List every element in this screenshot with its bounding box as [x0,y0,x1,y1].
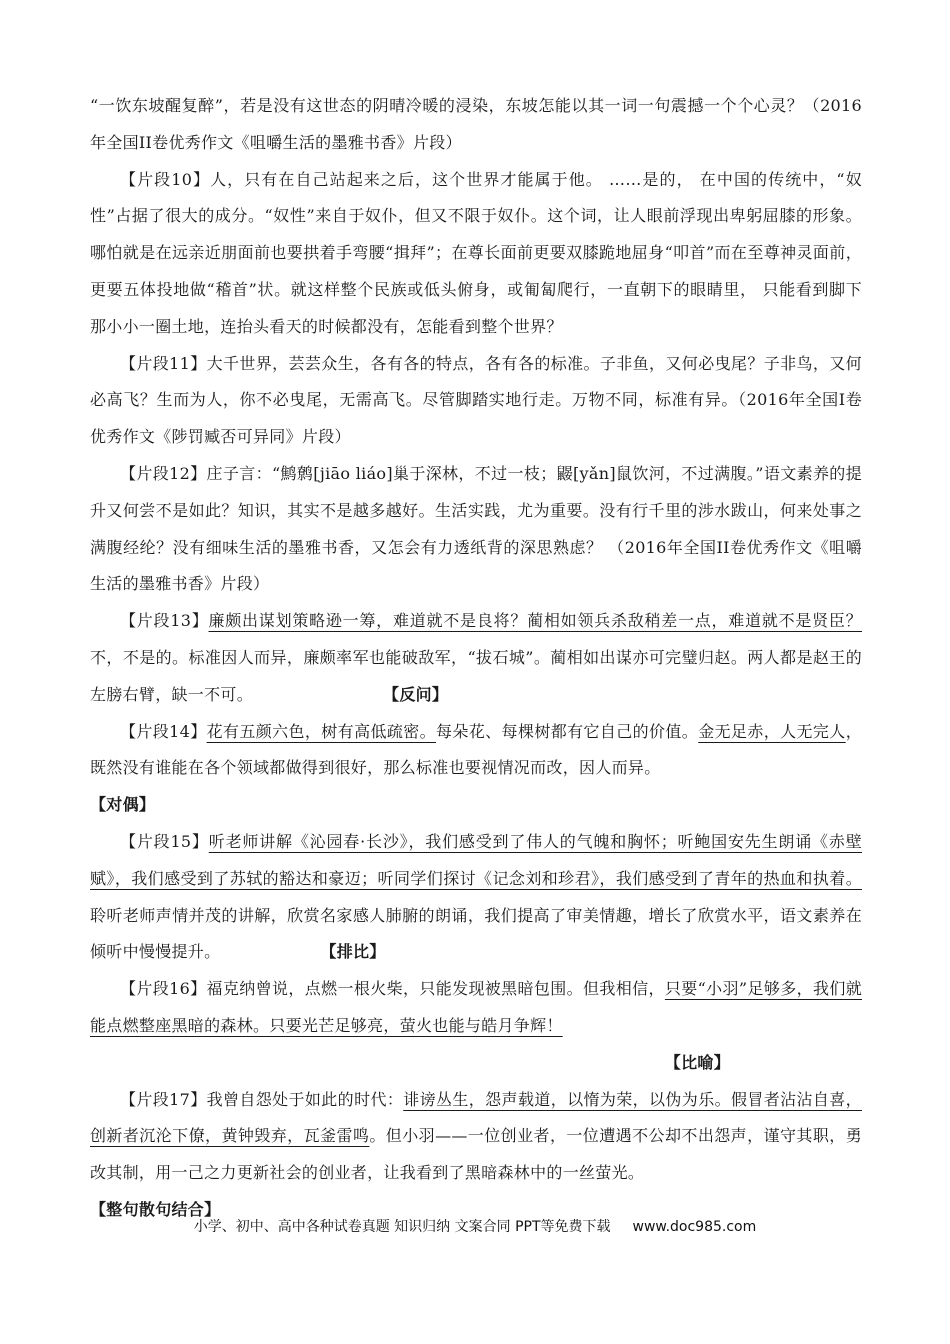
paragraph-text: 人，只有在自己站起来之后，这个世界才能属于他。 ……是的， 在中国的传统中，“奴性”占据了很大的成分。“奴性”来自于奴仆，但又不限于奴仆。这个词，让人眼前浮现出卑躬屈膝的形象。哪怕就是在远亲近朋面前也要拱着手弯腰“揖拜”；在尊长面前更要双膝跪地屈身“叩首”而在至尊神灵面前，更要五体投地做“稽首”状。就这样整个民族或低头俯身，或匍匐爬行，一直朝下的眼睛里， 只能看到脚下那小小一圈土地，连抬头看天的时候都没有，怎能看到整个世界？ [90,169,862,336]
underlined-text: 假冒者沾沾自喜，创新者沉沦下僚， [90,1089,862,1146]
paragraph-text: 大千世界，芸芸众生，各有各的特点，各有各的标准。子非鱼，又何必曳尾？子非鸟，又何必高飞？生而为人，你不必曳尾，无需高飞。尽管脚踏实地行走。万物不同，标准有异。（2016年全国I卷优秀作文《陟罚臧否可异同》片段） [90,353,862,447]
paragraph-text: 。但小羽——一位创业者，一位遭遇不公却不出怨声，谨守其职，勇改其制，用一己之力更新社会的创业者，让我看到了黑暗森林中的一丝萤光。 [90,1126,862,1183]
paragraph-fragment-12 [90,456,862,603]
paragraph-intro [90,88,862,162]
rhetoric-tag: 【比喻】 [664,1052,730,1072]
underlined-text: 只要“小羽”足够多，我们就能点燃整座黑暗的森林。只要光芒足够亮，萤火也能与皓月争辉！ [90,979,862,1035]
paragraph-text: 每朵花、每棵树都有它自己的价值。 [436,721,699,741]
paragraph-fragment-11 [90,346,862,456]
footer-text: 小学、初中、高中各种试卷真题 知识归纳 文案合同 PPT等免费下载 [193,1219,611,1235]
fragment-label: 【片段11】 [120,353,207,373]
rhetoric-tag-line [90,1045,862,1082]
underlined-text: 诽谤丛生，怨声载道，以惰为荣，以伪为乐。 [403,1089,731,1109]
page-footer [0,1216,950,1236]
fragment-label: 【片段10】 [120,169,211,189]
underlined-text: 听老师讲解《沁园春·长沙》，我们感受到了伟人的气魄和胸怀；听鲍国安先生朗诵《赤壁赋》，我们感受到了苏轼的豁达和豪迈；听同学们探讨《记念刘和珍君》，我们感受到了青年的热血和执着。 [90,831,862,888]
paragraph-text: ，既然没有谁能在各个领域都做得到很好，那么标准也要视情况而改，因人而异。 [90,721,862,778]
rhetoric-tag-line [90,787,862,824]
rhetoric-tag: 【整句散句结合】 [90,1199,221,1219]
underlined-text: 花有五颜六色，树有高低疏密。 [206,721,437,741]
underlined-text: 廉颇出谋划策略逊一筹，难道就不是良将？蔺相如领兵杀敌稍差一点，难道就不是贤臣？ [208,611,862,631]
rhetoric-tag: 【反问】 [383,684,449,704]
underlined-text: 金无足赤，人无完人 [698,721,846,741]
fragment-label: 【片段13】 [120,611,209,631]
footer-link[interactable]: www.doc985.com [632,1219,757,1235]
paragraph-fragment-14 [90,714,862,788]
paragraph-text: “一饮东坡醒复醉”，若是没有这世态的阴晴冷暖的浸染，东坡怎能以其一词一句震撼一个个心灵？（2016年全国II卷优秀作文《咀嚼生活的墨雅书香》片段） [90,96,862,152]
paragraph-fragment-15 [90,824,862,971]
paragraph-text: 我曾自怨处于如此的时代： [206,1089,404,1109]
fragment-label: 【片段15】 [120,831,209,851]
paragraph-text: 不，不是的。标准因人而异，廉颇率军也能破敌军，“拔石城”。蔺相如出谋亦可完璧归赵。两人都是赵王的左膀右臂，缺一不可。 [90,647,862,704]
paragraph-text: 聆听老师声情并茂的讲解，欣赏名家感人肺腑的朗诵，我们提高了审美情趣，增长了欣赏水平，语文素养在倾听中慢慢提升。 [90,905,862,962]
paragraph-fragment-10 [90,162,862,346]
paragraph-text: 庄子言：“鹪鹩[jiāo liáo]巢于深林，不过一枝；鼹[yǎn]鼠饮河，不过满腹。”语文素养的提升又何尝不是如此？知识，其实不是越多越好。生活实践，尤为重要。没有行千里的涉水跋山，何来处事之满腹经纶？没有细味生活的墨雅书香，又怎会有力透纸背的深思熟虑？ （2016年全国II卷优秀作文《咀嚼生活的墨雅书香》片段） [90,463,862,594]
rhetoric-tag: 【排比】 [320,942,386,962]
paragraph-text: 福克纳曾说，点燃一根火柴，只能发现被黑暗包围。但我相信， [206,979,665,999]
fragment-label: 【片段12】 [120,463,207,483]
paragraph-fragment-16 [90,971,862,1045]
paragraph-fragment-17 [90,1082,862,1192]
document-body [90,88,862,1229]
fragment-label: 【片段17】 [120,1089,207,1109]
paragraph-fragment-13 [90,603,862,713]
underlined-text: 黄钟毁弃，瓦釜雷鸣 [221,1126,370,1146]
fragment-label: 【片段16】 [120,979,207,999]
fragment-label: 【片段14】 [120,721,207,741]
rhetoric-tag: 【对偶】 [90,795,156,815]
